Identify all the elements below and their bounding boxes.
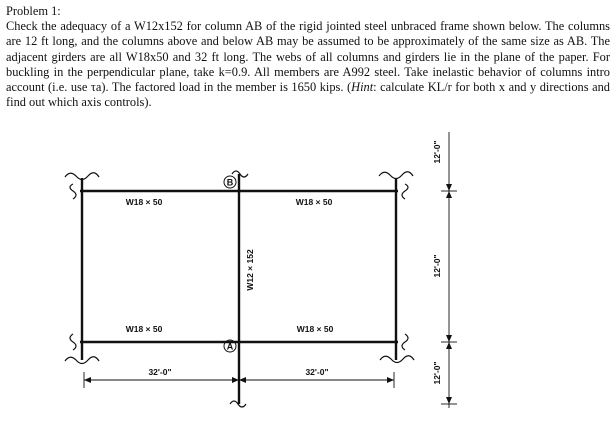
break-symbol-bottom-right (402, 334, 408, 350)
girder-label-bottom-right: W18 × 50 (296, 324, 334, 334)
break-symbol-top-right (402, 184, 408, 199)
column-label: W12 × 152 (245, 249, 255, 291)
girder-label-top-right: W18 × 50 (295, 197, 333, 207)
problem-hint-text: : calculate KL/r for both x and y directions and find out which axis controls). (6, 80, 610, 110)
problem-main-text: Check the adequacy of a W12x152 for column AB of the rigid jointed steel unbraced frame shown below. The columns are 12 ft long, and the columns above and below AB may be assumed to be approximately of the same size as AB. The adjacent girders are all W18x50 and 32 ft long. The webs of all columns and girders lie in the plane of the paper. For buckling in the perpendicular plane, take k=0.9. All members are A992 steel. Take inelastic behavior of columns intro account (i.e. use τa). The factored load in the member is 1650 kips. ( (6, 19, 610, 95)
node-b-label: B (226, 177, 234, 188)
dimension-label-middle: 12'-0" (432, 254, 442, 278)
break-symbol-bottom-left (70, 334, 76, 350)
girder-label-top-left: W18 × 50 (125, 197, 163, 207)
break-symbol-top-left (70, 184, 76, 199)
girder-label-bottom-left: W18 × 50 (125, 324, 163, 334)
problem-title: Problem 1: (6, 4, 61, 18)
dimension-label-right: 32'-0" (305, 367, 329, 377)
dimension-label-left: 32'-0" (148, 367, 172, 377)
break-symbol-right-top (379, 172, 413, 179)
node-a-label: A (226, 341, 234, 352)
dimension-label-bottom: 12'-0" (432, 361, 442, 385)
dimension-label-top: 12'-0" (432, 140, 442, 164)
problem-hint-label: Hint (351, 80, 374, 95)
